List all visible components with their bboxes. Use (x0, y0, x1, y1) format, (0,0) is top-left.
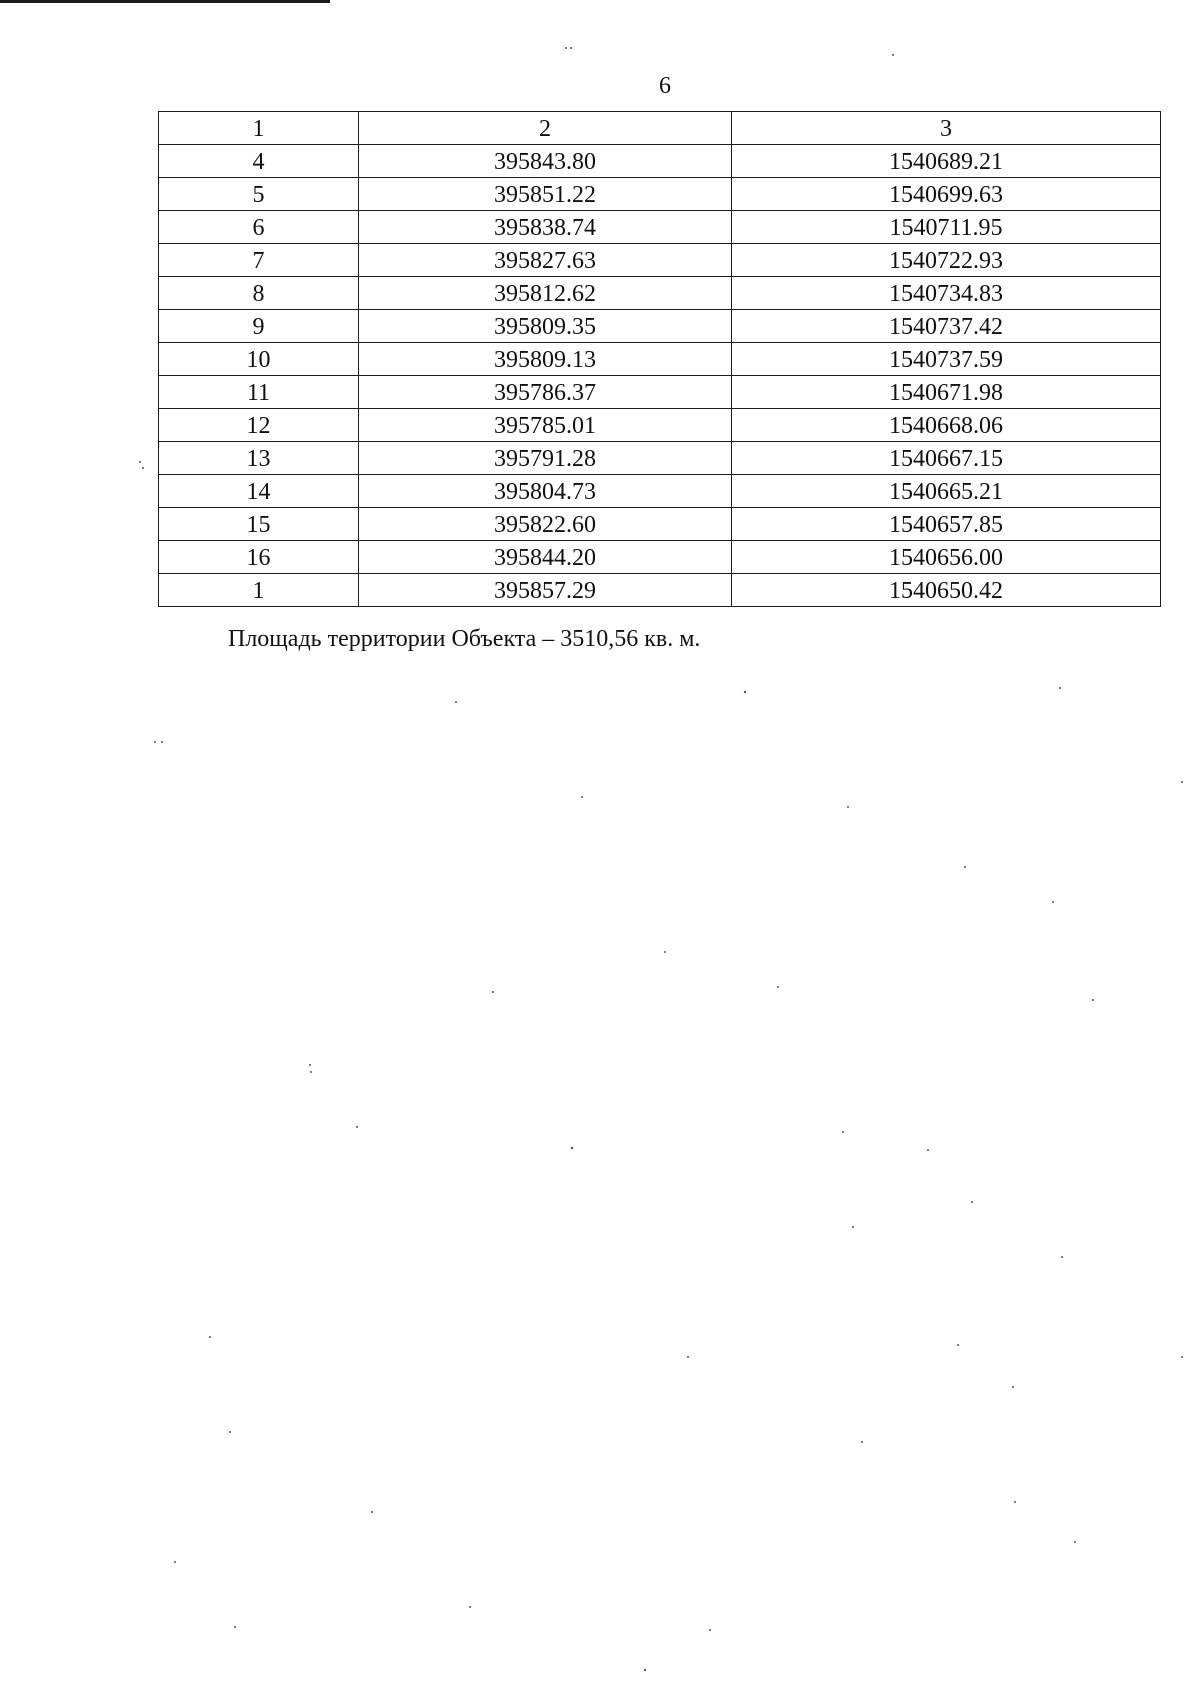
x-coordinate-cell: 395827.63 (359, 244, 732, 277)
top-edge-rule (0, 0, 330, 3)
x-coordinate-cell: 395809.35 (359, 310, 732, 343)
table-row (159, 178, 1161, 211)
table-row (159, 508, 1161, 541)
x-coordinate-cell: 395785.01 (359, 409, 732, 442)
point-number-cell: 9 (159, 310, 359, 343)
point-number-cell: 14 (159, 475, 359, 508)
table-row (159, 574, 1161, 607)
point-number-cell: 15 (159, 508, 359, 541)
table-row (159, 244, 1161, 277)
x-coordinate-cell: 395812.62 (359, 277, 732, 310)
y-coordinate-cell: 1540699.63 (732, 178, 1161, 211)
x-coordinate-cell: 395851.22 (359, 178, 732, 211)
y-coordinate-cell: 1540665.21 (732, 475, 1161, 508)
x-coordinate-cell: 395822.60 (359, 508, 732, 541)
header-col-2: 2 (359, 112, 732, 145)
y-coordinate-cell: 1540657.85 (732, 508, 1161, 541)
table-row (159, 310, 1161, 343)
y-coordinate-cell: 1540668.06 (732, 409, 1161, 442)
y-coordinate-cell: 1540711.95 (732, 211, 1161, 244)
y-coordinate-cell: 1540650.42 (732, 574, 1161, 607)
y-coordinate-cell: 1540671.98 (732, 376, 1161, 409)
table-row (159, 376, 1161, 409)
page-number: 6 (659, 73, 671, 99)
table-row (159, 145, 1161, 178)
table-header-row (159, 112, 1161, 145)
table-row (159, 211, 1161, 244)
point-number-cell: 16 (159, 541, 359, 574)
x-coordinate-cell: 395844.20 (359, 541, 732, 574)
x-coordinate-cell: 395809.13 (359, 343, 732, 376)
point-number-cell: 1 (159, 574, 359, 607)
y-coordinate-cell: 1540722.93 (732, 244, 1161, 277)
x-coordinate-cell: 395804.73 (359, 475, 732, 508)
x-coordinate-cell: 395857.29 (359, 574, 732, 607)
point-number-cell: 4 (159, 145, 359, 178)
header-col-3: 3 (732, 112, 1161, 145)
x-coordinate-cell: 395791.28 (359, 442, 732, 475)
x-coordinate-cell: 395786.37 (359, 376, 732, 409)
coordinates-table (158, 111, 1161, 607)
table-row (159, 343, 1161, 376)
point-number-cell: 10 (159, 343, 359, 376)
y-coordinate-cell: 1540734.83 (732, 277, 1161, 310)
point-number-cell: 5 (159, 178, 359, 211)
header-col-1: 1 (159, 112, 359, 145)
point-number-cell: 13 (159, 442, 359, 475)
y-coordinate-cell: 1540689.21 (732, 145, 1161, 178)
table-row (159, 475, 1161, 508)
point-number-cell: 6 (159, 211, 359, 244)
y-coordinate-cell: 1540737.59 (732, 343, 1161, 376)
table-row (159, 442, 1161, 475)
y-coordinate-cell: 1540656.00 (732, 541, 1161, 574)
x-coordinate-cell: 395838.74 (359, 211, 732, 244)
point-number-cell: 7 (159, 244, 359, 277)
table-row (159, 409, 1161, 442)
point-number-cell: 11 (159, 376, 359, 409)
point-number-cell: 12 (159, 409, 359, 442)
point-number-cell: 8 (159, 277, 359, 310)
table-row (159, 541, 1161, 574)
table-row (159, 277, 1161, 310)
y-coordinate-cell: 1540667.15 (732, 442, 1161, 475)
x-coordinate-cell: 395843.80 (359, 145, 732, 178)
area-statement: Площадь территории Объекта – 3510,56 кв. м. (228, 626, 701, 652)
y-coordinate-cell: 1540737.42 (732, 310, 1161, 343)
